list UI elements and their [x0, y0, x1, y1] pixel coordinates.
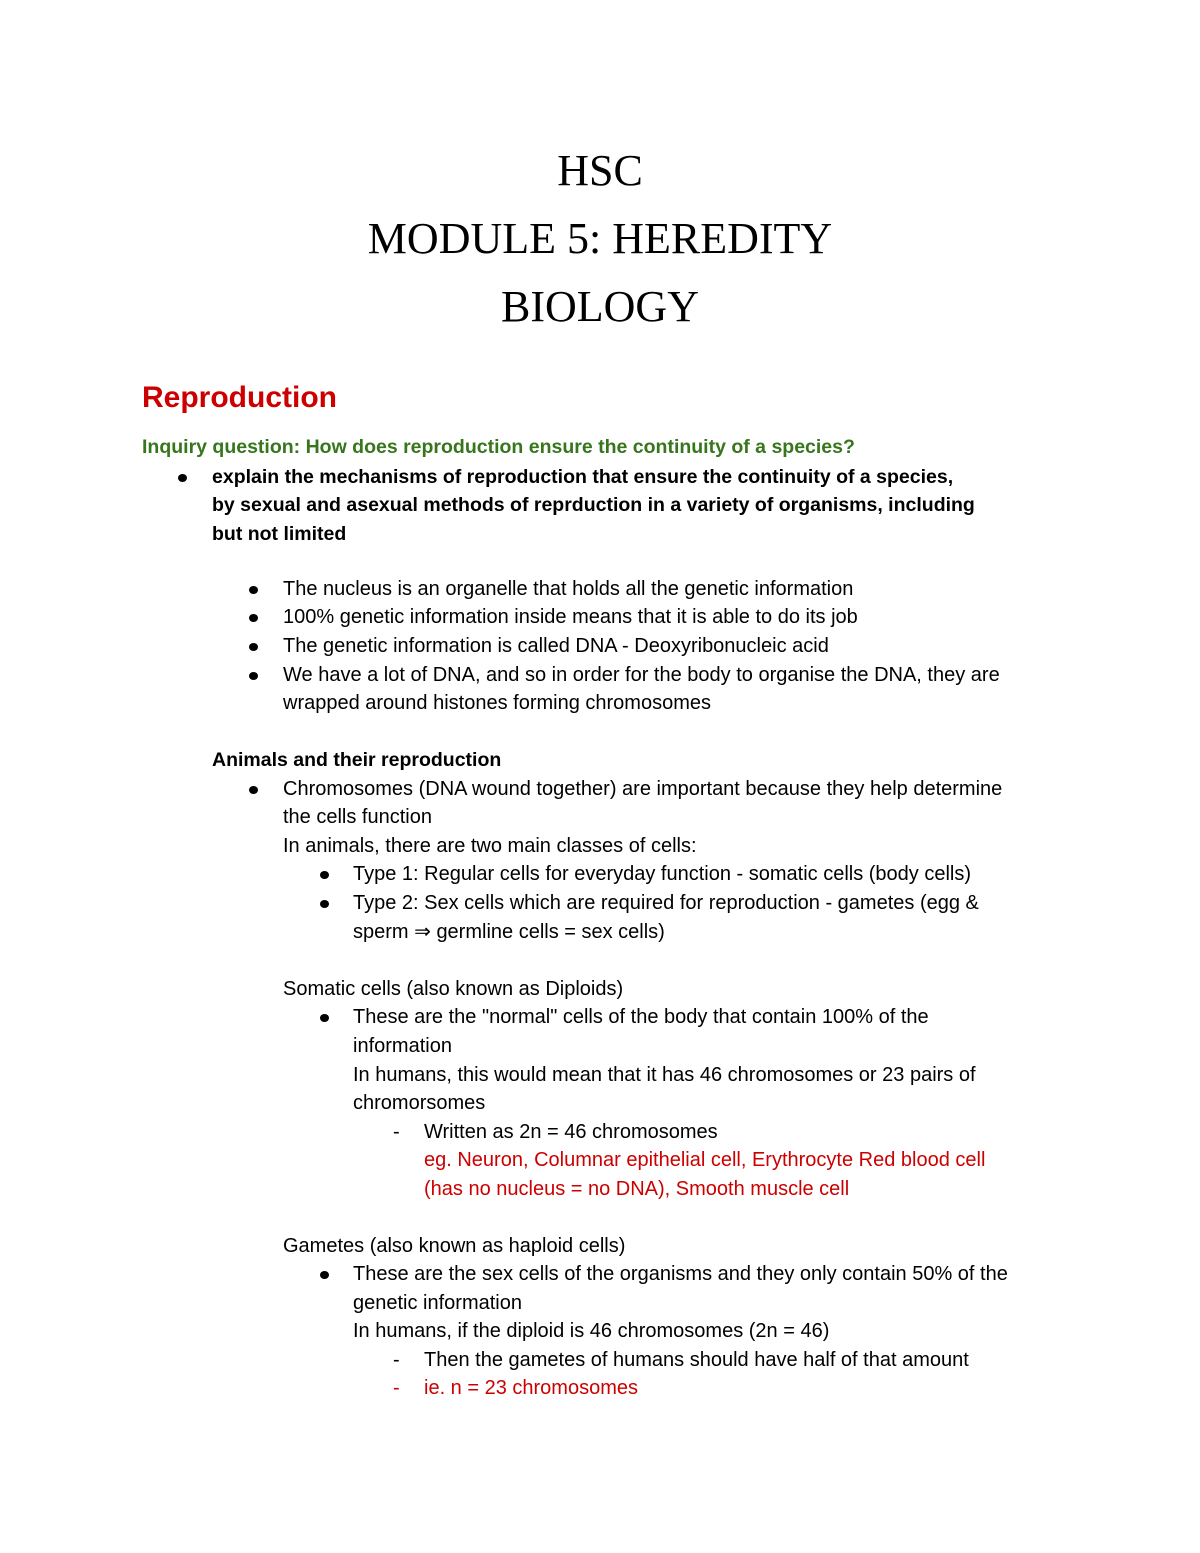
cell-type-2: Type 2: Sex cells which are required for reproduction - gametes (egg & [353, 892, 979, 914]
cell-classes-intro: In animals, there are two main classes of cells: [283, 835, 697, 857]
gametes-haploid-count: ie. n = 23 chromosomes [424, 1377, 638, 1399]
bullet-icon [320, 871, 329, 879]
dash-marker: - [393, 1121, 400, 1143]
section-heading-reproduction: Reproduction [142, 381, 337, 414]
chromosomes-line-2: the cells function [283, 806, 432, 828]
gametes-line-1: These are the sex cells of the organisms and they only contain 50% of the [353, 1263, 1008, 1285]
gametes-line-2: genetic information [353, 1292, 522, 1314]
somatic-example-2: (has no nucleus = no DNA), Smooth muscle cell [424, 1178, 850, 1200]
somatic-line-4: chromorsomes [353, 1092, 486, 1114]
bullet-icon [320, 1014, 329, 1022]
bullet-icon [249, 614, 258, 622]
outcome-line-2: by sexual and asexual methods of reprduction in a variety of organisms, including [212, 494, 975, 516]
gametes-heading: Gametes (also known as haploid cells) [283, 1235, 626, 1257]
somatic-written: Written as 2n = 46 chromosomes [424, 1121, 718, 1143]
somatic-line-2: information [353, 1035, 452, 1057]
chromosomes-line-1: Chromosomes (DNA wound together) are important because they help determine [283, 778, 1003, 800]
bullet-icon [320, 1271, 329, 1279]
somatic-line-1: These are the "normal" cells of the body that contain 100% of the [353, 1006, 929, 1028]
dash-marker: - [393, 1377, 400, 1399]
nucleus-point-4: We have a lot of DNA, and so in order for the body to organise the DNA, they are [283, 664, 1000, 686]
inquiry-question: Inquiry question: How does reproduction ensure the continuity of a species? [142, 436, 855, 458]
bullet-icon [249, 586, 258, 594]
somatic-heading: Somatic cells (also known as Diploids) [283, 978, 624, 1000]
bullet-icon [249, 643, 258, 651]
somatic-line-3: In humans, this would mean that it has 46 chromosomes or 23 pairs of [353, 1064, 976, 1086]
outcome-line-3: but not limited [212, 523, 347, 545]
bullet-icon [249, 786, 258, 794]
cell-type-1: Type 1: Regular cells for everyday function - somatic cells (body cells) [353, 863, 972, 885]
bullet-icon [178, 474, 187, 482]
somatic-example-1: eg. Neuron, Columnar epithelial cell, Erythrocyte Red blood cell [424, 1149, 986, 1171]
nucleus-point-3: The genetic information is called DNA - Deoxyribonucleic acid [283, 635, 829, 657]
gametes-line-3: In humans, if the diploid is 46 chromosomes (2n = 46) [353, 1320, 830, 1342]
nucleus-point-1: The nucleus is an organelle that holds all the genetic information [283, 578, 854, 600]
dash-marker: - [393, 1349, 400, 1371]
gametes-half: Then the gametes of humans should have half of that amount [424, 1349, 969, 1371]
outcome-line-1: explain the mechanisms of reproduction that ensure the continuity of a species, [212, 466, 954, 488]
document-title-hsc: HSC [557, 146, 643, 195]
animals-heading: Animals and their reproduction [212, 749, 502, 771]
document-title-subject: BIOLOGY [501, 282, 699, 331]
document-title-module: MODULE 5: HEREDITY [367, 214, 833, 263]
cell-type-2-cont: sperm ⇒ germline cells = sex cells) [353, 921, 665, 943]
nucleus-point-4-cont: wrapped around histones forming chromosomes [283, 692, 711, 714]
bullet-icon [320, 900, 329, 908]
bullet-icon [249, 672, 258, 680]
nucleus-point-2: 100% genetic information inside means that it is able to do its job [283, 606, 858, 628]
